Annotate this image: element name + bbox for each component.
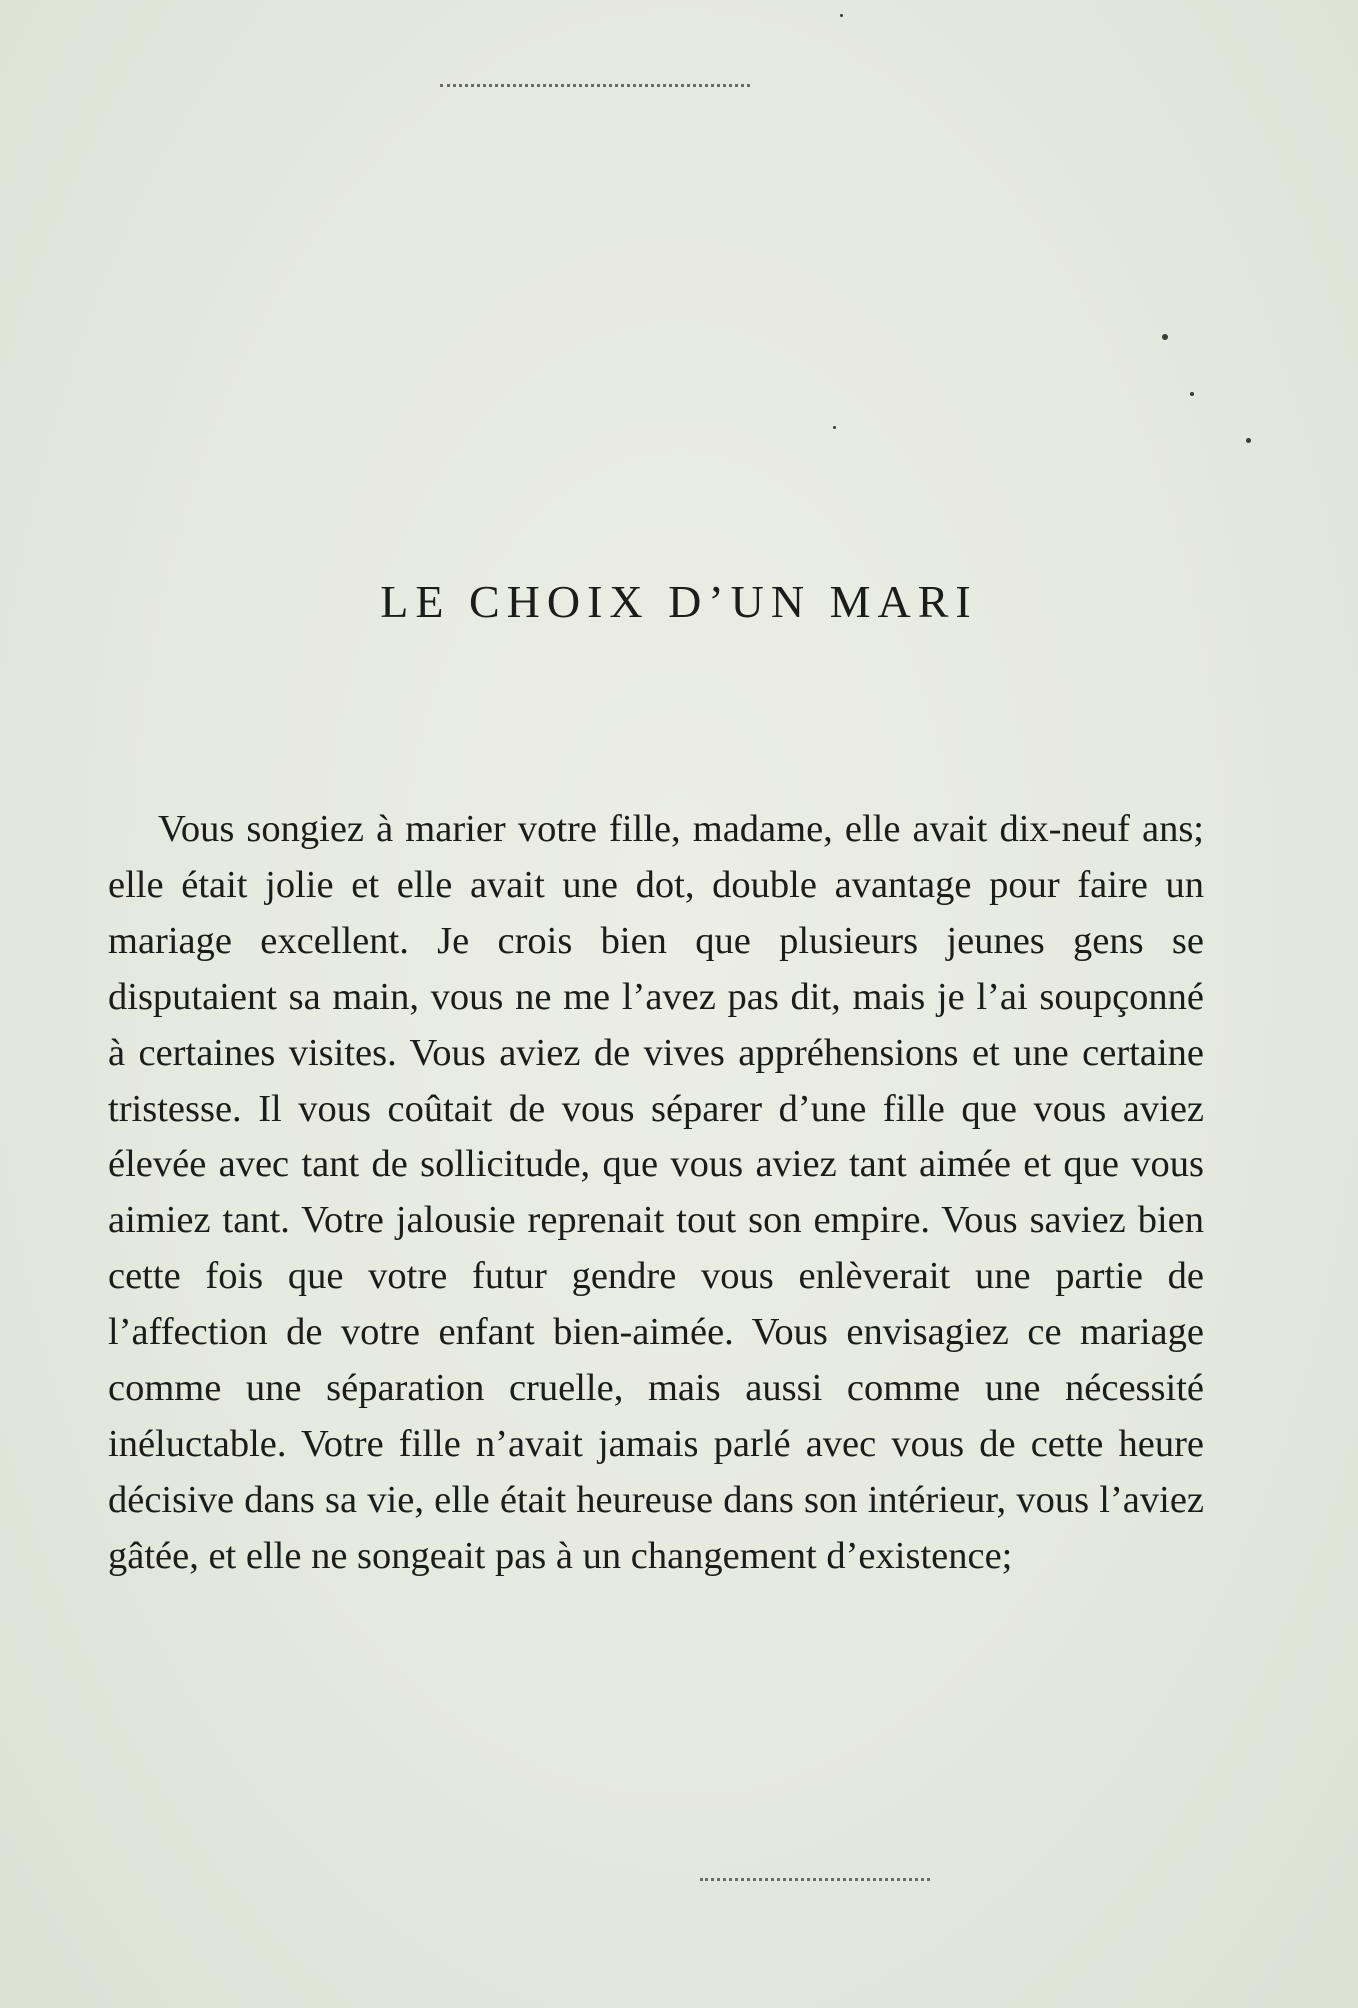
scan-artifact-bottom: [700, 1878, 930, 1884]
scan-speck: [1246, 438, 1251, 443]
scan-speck: [1190, 392, 1194, 396]
chapter-title: LE CHOIX D’UN MARI: [380, 576, 978, 627]
body-paragraph: Vous songiez à marier votre fille, madame, elle avait dix-neuf ans; elle était jolie et elle avait une dot, double avantage pour faire un mariage excellent. Je crois bien que plusieurs jeunes gens se disputaient sa main, vous ne me l’avez pas dit, mais je l’ai soupçonné à certaines visites. Vous aviez de vives appréhensions et une certaine tristesse. Il vous coûtait de vous séparer d’une fille que vous aviez élevée avec tant de sollicitude, que vous aviez tant aimée et que vous aimiez tant. Votre jalousie reprenait tout son empire. Vous saviez bien cette fois que votre futur gendre vous enlèverait une partie de l’affection de votre enfant bien-aimée. Vous envisagiez ce mariage comme une séparation cruelle, mais aussi comme une nécessité inéluctable. Votre fille n’avait jamais parlé avec vous de cette heure décisive dans sa vie, elle était heureuse dans son intérieur, vous l’aviez gâtée, et elle ne songeait pas à un changement d’existence;: [108, 808, 1204, 1577]
scan-speck: [1162, 334, 1168, 340]
scan-artifact-top: [440, 84, 750, 90]
scan-speck: [833, 426, 836, 429]
scan-speck: [840, 14, 843, 17]
